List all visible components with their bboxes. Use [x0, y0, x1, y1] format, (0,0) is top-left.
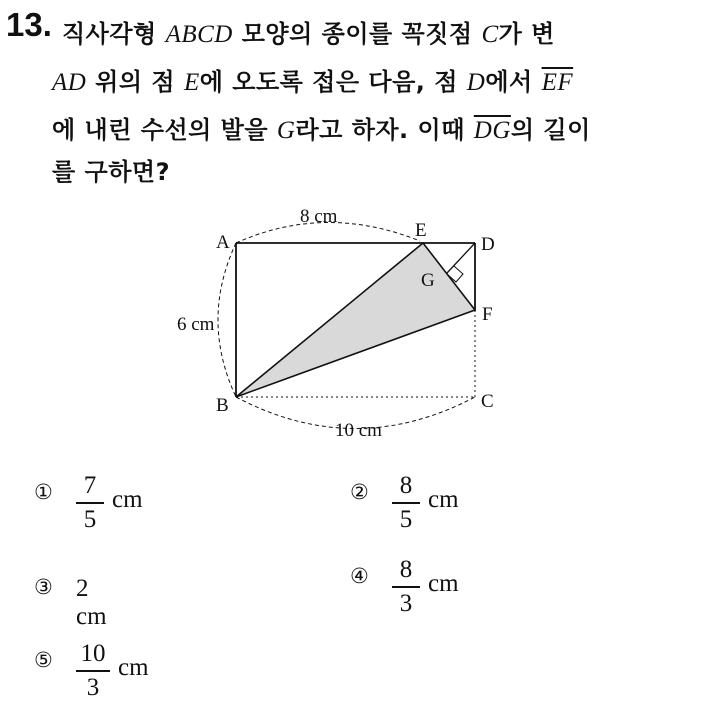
- question-line-1: [62, 14, 555, 49]
- unit: cm: [428, 570, 459, 597]
- denominator: 3: [86, 673, 100, 701]
- text: 의 길이: [510, 116, 591, 144]
- option-mark: ⑤: [34, 648, 53, 672]
- unit: cm: [118, 654, 149, 681]
- text: 위의 점: [86, 68, 184, 96]
- fraction: [76, 640, 110, 702]
- arc-left: [218, 243, 236, 397]
- math-abcd: ABCD: [165, 21, 233, 48]
- fraction: [392, 556, 420, 618]
- question-line-3: [52, 110, 591, 145]
- denominator: 5: [399, 505, 413, 533]
- option-text: 2 cm: [76, 575, 107, 630]
- length-bottom: 10 cm: [335, 420, 382, 441]
- math-d: D: [466, 69, 486, 96]
- numerator: 7: [83, 472, 97, 499]
- question-number: 13.: [6, 6, 52, 43]
- text: 에 내린 수선의 발을: [52, 116, 277, 144]
- label-e: E: [415, 220, 427, 241]
- text: 직사각형: [62, 20, 166, 48]
- fraction-bar: [76, 502, 104, 504]
- length-top: 8 cm: [300, 206, 338, 227]
- math-ad: AD: [52, 69, 87, 96]
- math-c: C: [481, 21, 499, 48]
- question-line-2: [52, 62, 573, 97]
- math-e: E: [183, 69, 200, 96]
- question-line-4: [52, 152, 170, 187]
- option-mark: ②: [350, 480, 369, 504]
- folded-triangle: [236, 243, 475, 397]
- text: 가 변: [498, 20, 555, 48]
- text: 를 구하면?: [52, 158, 171, 186]
- fraction: [392, 472, 420, 534]
- fraction-bar: [76, 670, 110, 672]
- segment-dg: [447, 243, 475, 273]
- denominator: 3: [399, 589, 413, 617]
- numerator: 8: [399, 556, 413, 583]
- fraction-bar: [392, 586, 420, 588]
- numerator: 10: [80, 640, 106, 667]
- option-mark: ①: [34, 480, 53, 504]
- fraction: [76, 472, 104, 534]
- option-mark: ④: [350, 564, 369, 588]
- label-f: F: [482, 304, 493, 325]
- numerator: 8: [399, 472, 413, 499]
- text: 모양의 종이를 꼭짓점: [232, 20, 482, 48]
- text: 라고 하자. 이때: [295, 116, 474, 144]
- label-d: D: [481, 234, 495, 255]
- option-mark: ③: [34, 575, 53, 599]
- label-c: C: [481, 391, 494, 412]
- math-ef: $\overline{EF}$: [541, 69, 574, 96]
- label-a: A: [216, 232, 230, 253]
- rectangle-figure: [165, 198, 525, 448]
- math-g: G: [276, 117, 296, 144]
- math-dg: $\overline{DG}$: [473, 117, 511, 144]
- label-b: B: [216, 395, 229, 416]
- unit: cm: [112, 486, 143, 513]
- length-left: 6 cm: [177, 314, 215, 335]
- denominator: 5: [83, 505, 97, 533]
- text: 에 오도록 접은 다음, 점: [199, 68, 467, 96]
- fraction-bar: [392, 502, 420, 504]
- unit: cm: [428, 486, 459, 513]
- label-g: G: [421, 270, 435, 291]
- text: 에서: [485, 68, 542, 96]
